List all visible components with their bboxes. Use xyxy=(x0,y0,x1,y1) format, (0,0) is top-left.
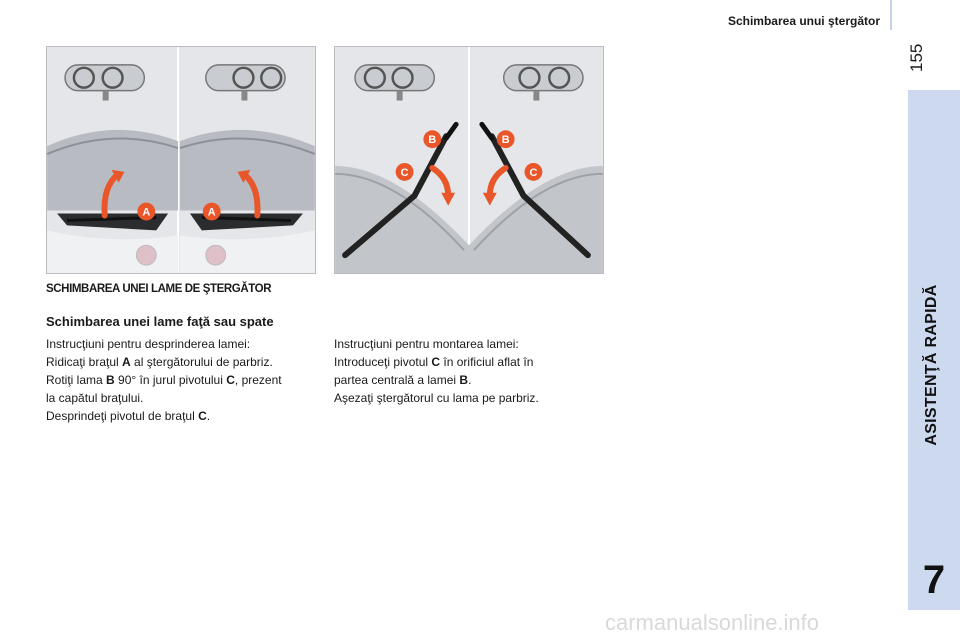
text-line: Aşezaţi ştergătorul cu lama pe parbriz. xyxy=(334,391,539,405)
header-title: Schimbarea unui ştergător xyxy=(727,14,880,28)
header-rule xyxy=(890,0,892,30)
chapter-number: 7 xyxy=(922,558,946,602)
text-line: Desprindeţi pivotul de braţul C. xyxy=(46,409,211,423)
text-line: Ridicaţi braţul A al ştergătorului de parbriz. xyxy=(46,355,273,369)
watermark: carmanualsonline.info xyxy=(605,610,820,635)
figure-rotate-illustration xyxy=(335,47,603,273)
label-b-right: B xyxy=(501,134,510,147)
label-a: A xyxy=(142,206,151,219)
text-line: Introduceţi pivotul C în orificiul aflat în xyxy=(334,355,534,369)
label-b: B xyxy=(428,134,437,147)
label-c-right: C xyxy=(529,166,538,179)
figure-lift-wiper-arm xyxy=(46,46,316,274)
right-column xyxy=(334,335,609,407)
figure-lift-illustration xyxy=(47,47,315,273)
label-a-right: A xyxy=(207,206,216,219)
sidebar-title: ASISTENŢĂ RAPIDĂ xyxy=(923,284,940,446)
label-c: C xyxy=(400,166,409,179)
text-line: Rotiţi lama B 90° în jurul pivotului C, prezent xyxy=(46,373,282,387)
left-column xyxy=(46,335,321,425)
text-line: partea centrală a lamei B. xyxy=(334,373,472,387)
text-line: Instrucţiuni pentru montarea lamei: xyxy=(334,337,519,351)
subtitle: Schimbarea unei lame faţă sau spate xyxy=(46,314,274,329)
page-number: 155 xyxy=(907,43,926,72)
figure-rotate-wiper-blade xyxy=(334,46,604,274)
text-line: Instrucţiuni pentru desprinderea lamei: xyxy=(46,337,251,351)
section-title: SCHIMBAREA UNEI LAME DE ŞTERGĂTOR xyxy=(46,283,272,295)
text-line: la capătul braţului. xyxy=(46,391,144,405)
